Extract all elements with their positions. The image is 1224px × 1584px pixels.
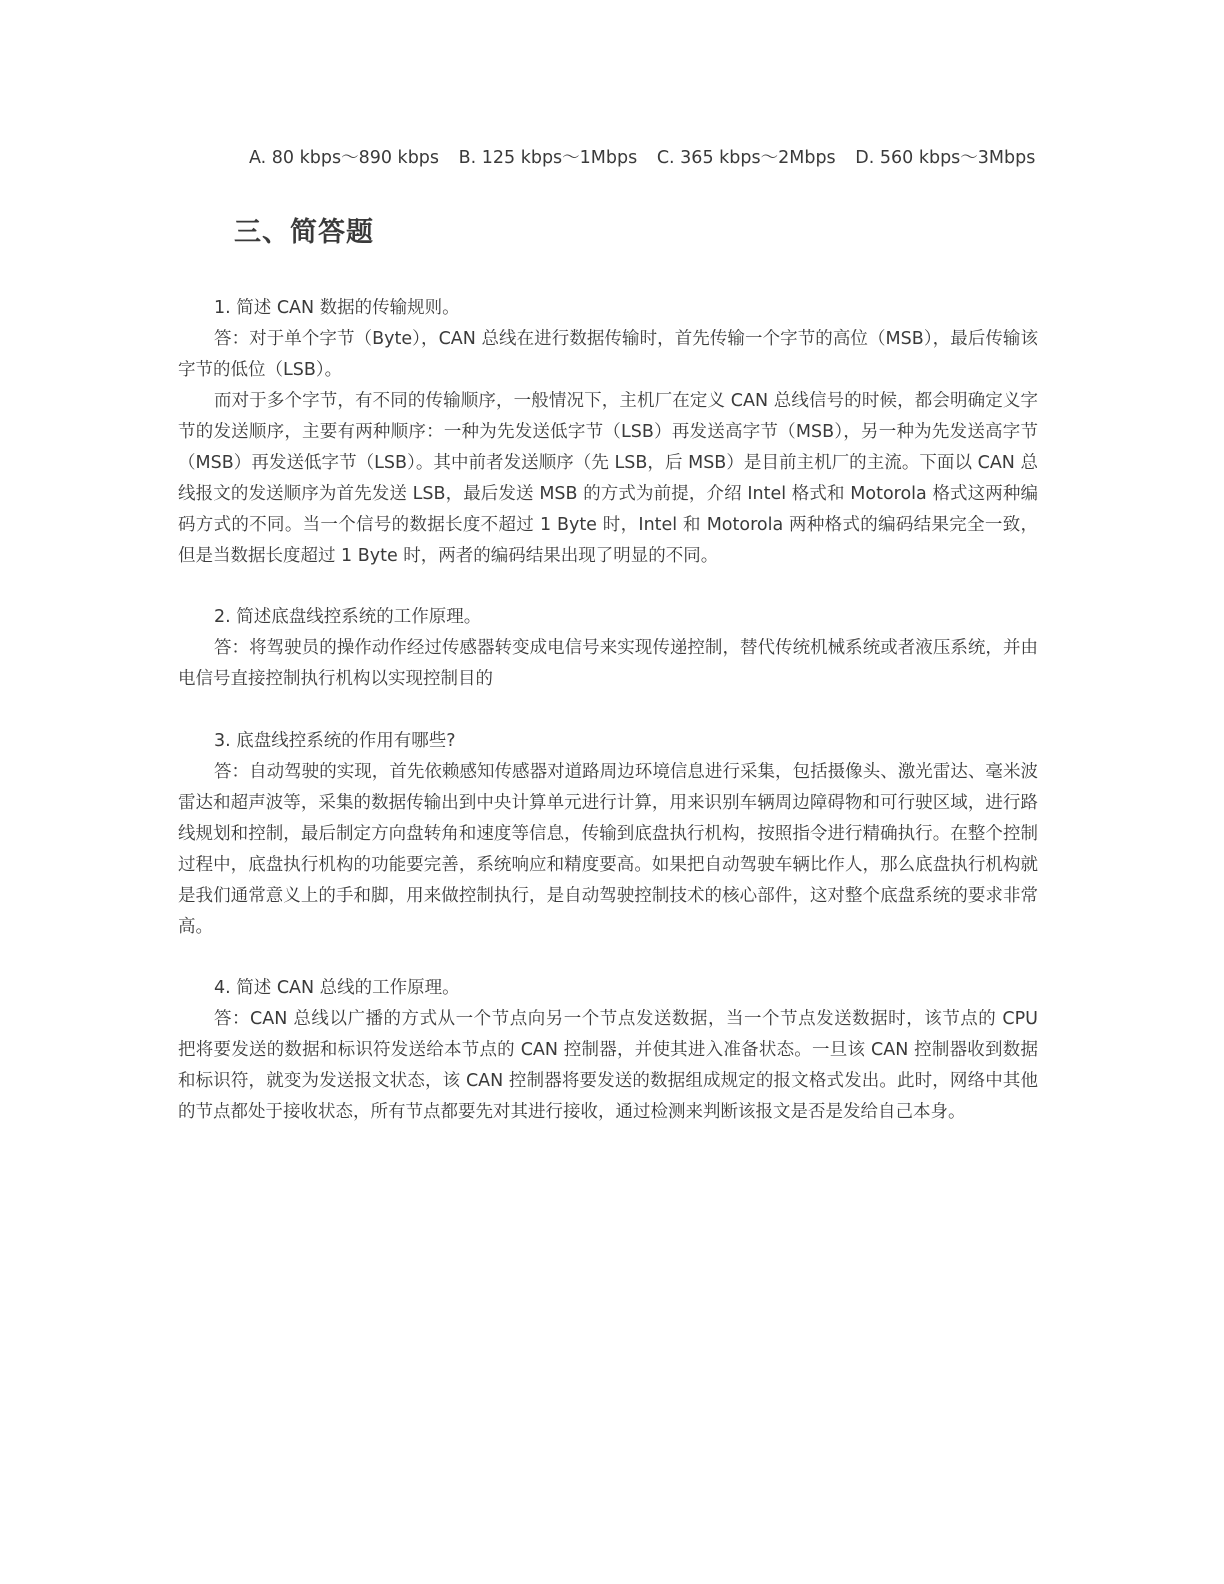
answer-paragraph: 答：自动驾驶的实现，首先依赖感知传感器对道路周边环境信息进行采集，包括摄像头、激光雷达、毫米波雷达和超声波等，采集的数据传输出到中央计算单元进行计算，用来识别车辆周边障碍物和可行驶区域，进行路线规划和控制，最后制定方向盘转角和速度等信息，传输到底盘执行机构，按照指令进行精确执行。在整个控制过程中，底盘执行机构的功能要完善，系统响应和精度要高。如果把自动驾驶车辆比作人，那么底盘执行机构就是我们通常意义上的手和脚，用来做控制执行，是自动驾驶控制技术的核心部件，这对整个底盘系统的要求非常高。: [178, 762, 1038, 937]
question-3: [178, 726, 1038, 943]
section-heading: 三、简答题: [234, 217, 374, 248]
question-1: [178, 293, 1038, 572]
answer-paragraph: 答：CAN 总线以广播的方式从一个节点向另一个节点发送数据，当一个节点发送数据时，该节点的 CPU 把将要发送的数据和标识符发送给本节点的 CAN 控制器，并使其进入准备状态。一旦该 CAN 控制器收到数据和标识符，就变为发送报文状态，该 CAN 控制器将要发送的数据组成规定的报文格式发出。此时，网络中其他的节点都处于接收状态，所有节点都要先对其进行接收，通过检测来判断该报文是否是发给自己本身。: [178, 1009, 1038, 1122]
question-4: [178, 973, 1038, 1128]
option-d: D. 560 kbps～3Mbps: [855, 148, 1036, 168]
question-text: 4. 简述 CAN 总线的工作原理。: [214, 978, 460, 998]
question-text: 1. 简述 CAN 数据的传输规则。: [214, 298, 460, 318]
question-text: 2. 简述底盘线控系统的工作原理。: [214, 607, 482, 627]
answer-paragraph: 而对于多个字节，有不同的传输顺序，一般情况下，主机厂在定义 CAN 总线信号的时候，都会明确定义字节的发送顺序，主要有两种顺序：一种为先发送低字节（LSB）再发送高字节（MSB），另一种为先发送高字节（MSB）再发送低字节（LSB）。其中前者发送顺序（先 LSB，后 MSB）是目前主机厂的主流。下面以 CAN 总线报文的发送顺序为首先发送 LSB，最后发送 MSB 的方式为前提，介绍 Intel 格式和 Motorola 格式这两种编码方式的不同。当一个信号的数据长度不超过 1 Byte 时，Intel 和 Motorola 两种格式的编码结果完全一致，但是当数据长度超过 1 Byte 时，两者的编码结果出现了明显的不同。: [178, 391, 1038, 566]
option-b: B. 125 kbps～1Mbps: [458, 148, 638, 168]
option-a: A. 80 kbps～890 kbps: [249, 148, 440, 168]
multiple-choice-options: [249, 145, 1035, 171]
answer-paragraph: 答：对于单个字节（Byte），CAN 总线在进行数据传输时，首先传输一个字节的高位（MSB），最后传输该字节的低位（LSB）。: [178, 329, 1038, 380]
question-text: 3. 底盘线控系统的作用有哪些?: [214, 731, 456, 751]
answer-paragraph: 答：将驾驶员的操作动作经过传感器转变成电信号来实现传递控制，替代传统机械系统或者液压系统，并由电信号直接控制执行机构以实现控制目的: [178, 638, 1038, 689]
question-2: [178, 602, 1038, 695]
option-c: C. 365 kbps～2Mbps: [656, 148, 836, 168]
